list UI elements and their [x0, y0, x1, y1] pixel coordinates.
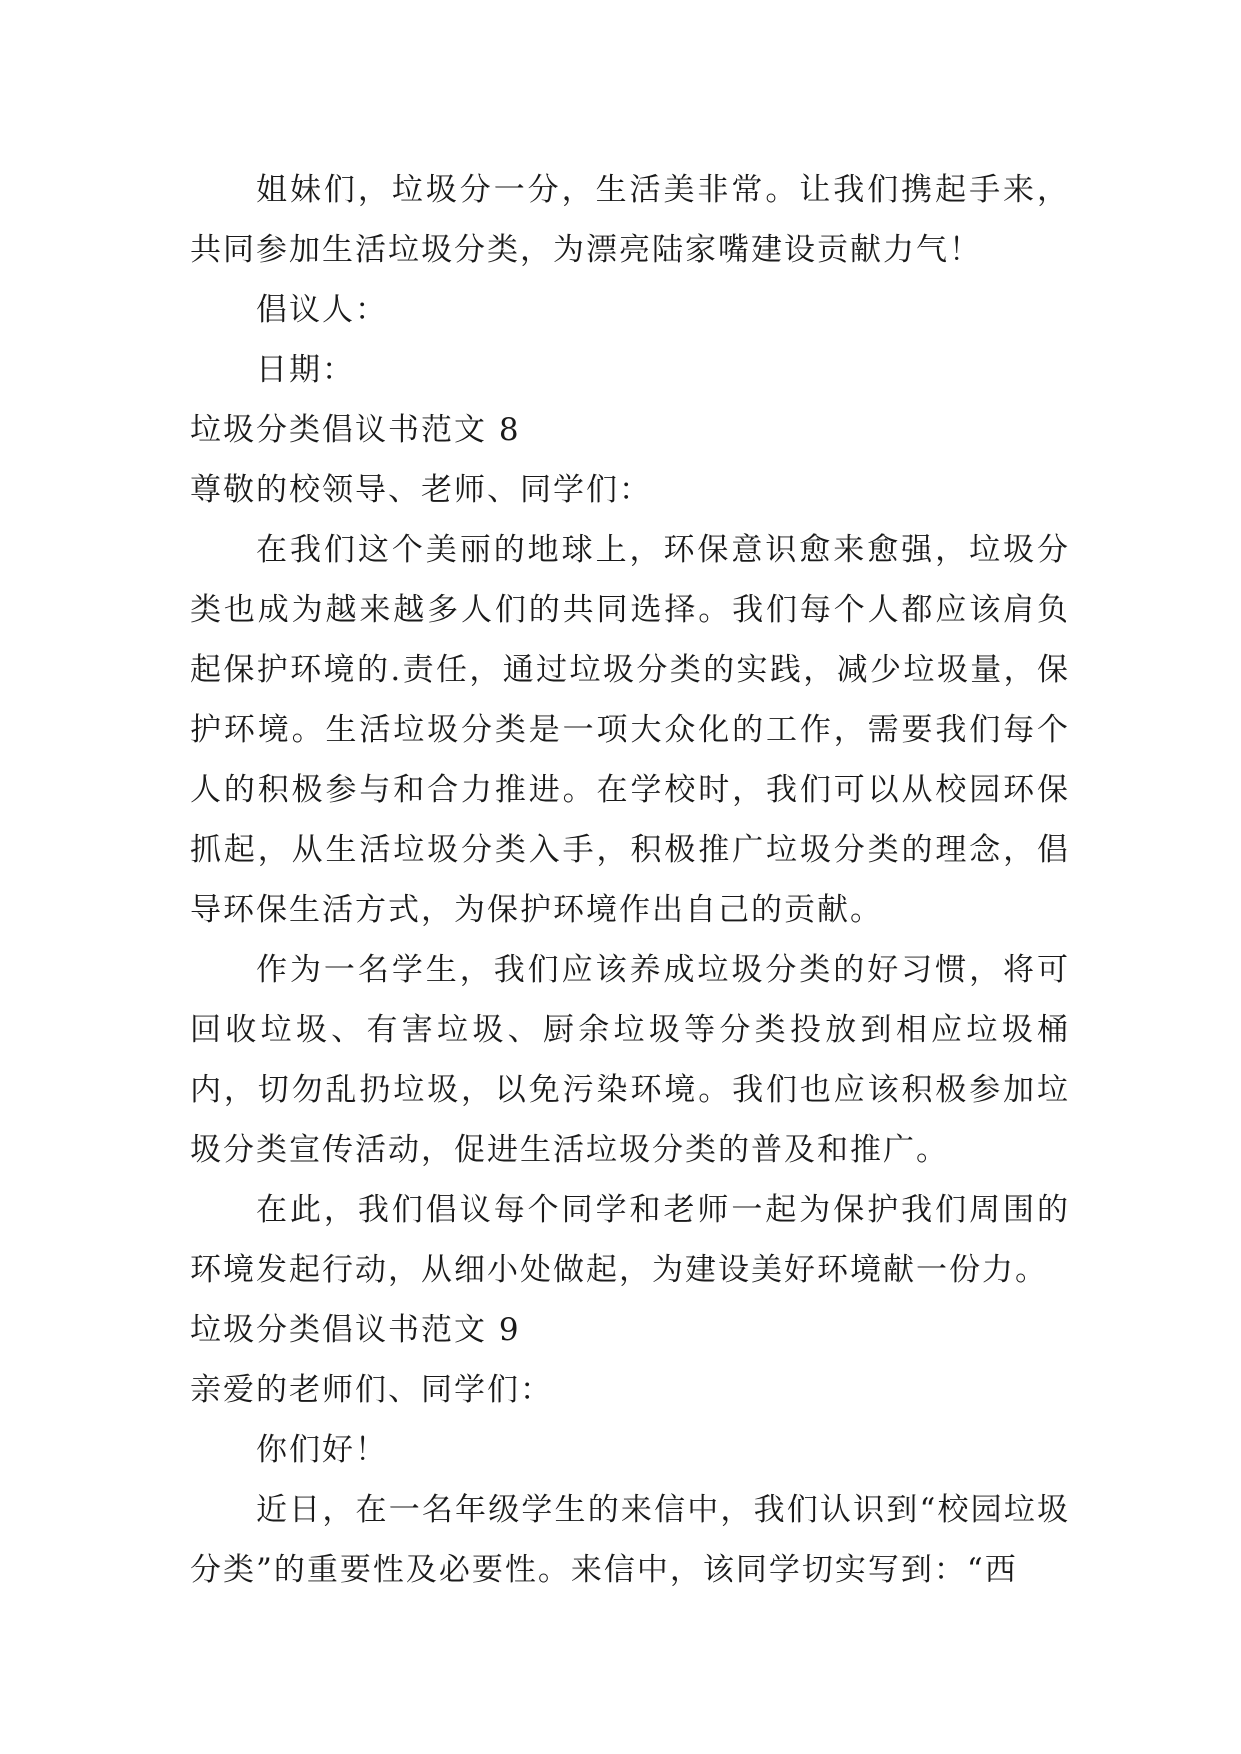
paragraph-8-3: 在此，我们倡议每个同学和老师一起为保护我们周围的环境发起行动，从细小处做起，为建设美好环境献一份力。	[190, 1192, 1070, 1288]
document-body	[190, 160, 1070, 1600]
paragraph-9-1: 近日，在一名年级学生的来信中，我们认识到“校园垃圾分类”的重要性及必要性。来信中，该同学切实写到：“西	[190, 1492, 1070, 1588]
paragraph-initiator: 倡议人：	[256, 292, 388, 328]
greeting-9: 你们好！	[256, 1432, 388, 1468]
salutation-9: 亲爱的老师们、同学们：	[190, 1372, 553, 1408]
section-title-9: 垃圾分类倡议书范文 9	[190, 1312, 521, 1348]
paragraph-8-1: 在我们这个美丽的地球上，环保意识愈来愈强，垃圾分类也成为越来越多人们的共同选择。我们每个人都应该肩负起保护环境的.责任，通过垃圾分类的实践，减少垃圾量，保护环境。生活垃圾分类是一项大众化的工作，需要我们每个人的积极参与和合力推进。在学校时，我们可以从校园环保抓起，从生活垃圾分类入手，积极推广垃圾分类的理念，倡导环保生活方式，为保护环境作出自己的贡献。	[190, 532, 1070, 928]
paragraph-8-2: 作为一名学生，我们应该养成垃圾分类的好习惯，将可回收垃圾、有害垃圾、厨余垃圾等分类投放到相应垃圾桶内，切勿乱扔垃圾，以免污染环境。我们也应该积极参加垃圾分类宣传活动，促进生活垃圾分类的普及和推广。	[190, 952, 1070, 1168]
paragraph-closing-appeal: 姐妹们，垃圾分一分，生活美非常。让我们携起手来，共同参加生活垃圾分类，为漂亮陆家嘴建设贡献力气！	[190, 172, 1070, 268]
salutation-8: 尊敬的校领导、老师、同学们：	[190, 472, 652, 508]
paragraph-date: 日期：	[256, 352, 355, 388]
section-title-8: 垃圾分类倡议书范文 8	[190, 412, 521, 448]
